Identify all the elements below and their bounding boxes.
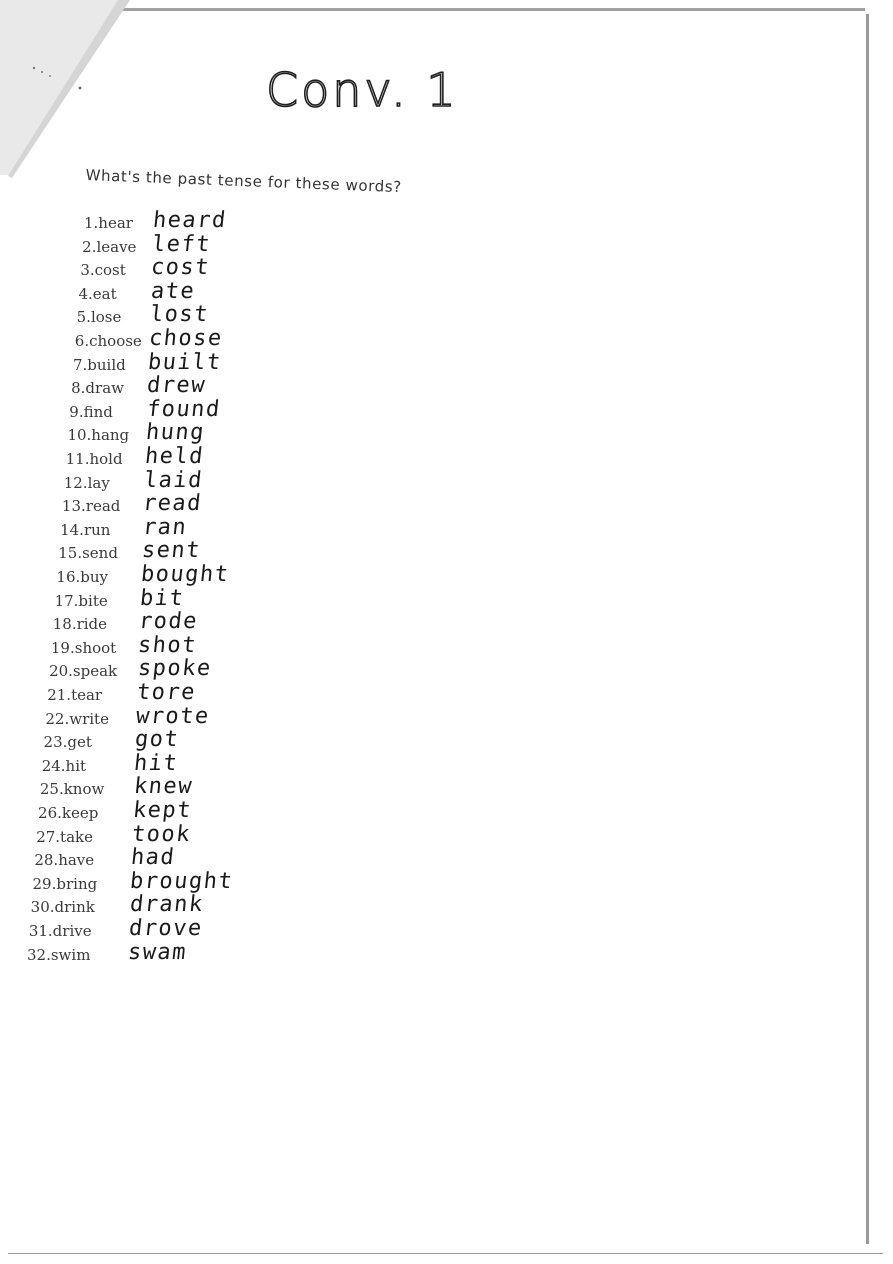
instruction-text: What's the past tense for these words? [85, 166, 403, 197]
list-item [0, 656, 400, 686]
page-title-text: Conv. 1 [266, 63, 459, 117]
handwritten-answer: built [146, 349, 224, 375]
list-item [0, 562, 400, 592]
handwritten-answer: chose [147, 326, 225, 351]
handwritten-answer: read [141, 491, 204, 517]
word-prompt: 15.send [58, 544, 118, 563]
word-prompt: 30.drink [30, 898, 95, 917]
handwritten-answer: knew [132, 774, 194, 800]
handwritten-answer: wrote [134, 703, 212, 729]
word-prompt: 32.swim [27, 945, 91, 964]
handwritten-answer: got [133, 727, 181, 753]
word-prompt: 12.lay [63, 473, 110, 492]
handwritten-answer: drove [127, 916, 204, 941]
handwritten-answer: lost [148, 302, 211, 328]
word-prompt: 22.write [45, 709, 109, 728]
word-prompt: 26.keep [38, 804, 99, 822]
handwritten-answer: drew [146, 373, 208, 399]
word-prompt: 6.choose [74, 332, 142, 350]
word-prompt: 10.hang [67, 426, 130, 445]
handwritten-answer: kept [131, 798, 194, 823]
handwritten-answer: laid [142, 467, 205, 493]
list-item [0, 750, 400, 781]
word-prompt: 19.shoot [50, 638, 117, 657]
handwritten-answer: hung [144, 420, 207, 446]
word-prompt: 25.know [39, 780, 105, 799]
word-prompt: 21.tear [47, 686, 103, 704]
word-prompt: 23.get [43, 733, 92, 752]
list-item [0, 798, 400, 828]
list-item [0, 491, 400, 521]
handwritten-answer: heard [151, 208, 229, 233]
handwritten-answer: drank [128, 892, 205, 918]
word-prompt: 28.have [34, 851, 95, 870]
handwritten-answer: tore [135, 680, 198, 705]
list-item [0, 255, 400, 285]
handwritten-answer: bought [139, 562, 231, 587]
word-prompt: 27.take [36, 827, 93, 846]
list-item [0, 939, 400, 970]
handwritten-answer: bit [138, 585, 186, 611]
word-prompt: 9.find [69, 402, 113, 421]
handwritten-answer: ate [149, 278, 197, 304]
list-item [0, 585, 400, 616]
handwritten-answer: cost [150, 255, 212, 281]
word-prompt: 17.bite [54, 591, 108, 610]
handwritten-answer: held [143, 444, 206, 469]
list-item [0, 774, 400, 804]
handwritten-answer: rode [137, 609, 200, 635]
word-prompt: 18.ride [52, 615, 108, 634]
handwritten-answer: sent [140, 538, 203, 564]
word-prompt: 1.hear [84, 214, 133, 232]
word-prompt: 4.eat [78, 284, 117, 303]
word-prompt: 20.speak [49, 662, 118, 681]
list-item [0, 703, 400, 734]
handwritten-answer: took [130, 821, 193, 847]
word-prompt: 2.leave [82, 237, 137, 256]
list-item [0, 821, 400, 852]
handwritten-answer: shot [137, 632, 199, 658]
word-prompt: 8.draw [71, 379, 124, 398]
list-item [0, 916, 400, 946]
word-prompt: 11.hold [65, 450, 123, 468]
word-prompt: 24.hit [41, 756, 87, 775]
list-item [0, 727, 400, 757]
word-prompt: 31.drive [28, 922, 92, 940]
handwritten-answer: spoke [136, 656, 213, 682]
word-prompt: 29.bring [32, 874, 98, 893]
handwritten-answer: swam [126, 939, 189, 965]
handwritten-answer: brought [129, 868, 235, 894]
word-prompt: 13.read [61, 497, 121, 516]
handwritten-answer: had [129, 845, 177, 871]
word-prompt: 14.run [60, 520, 111, 539]
handwritten-answer: hit [133, 750, 181, 776]
word-prompt: 16.buy [56, 568, 108, 586]
list-item [0, 609, 400, 639]
handwritten-answer: found [145, 396, 222, 422]
handwritten-answer: left [150, 231, 213, 257]
word-prompt: 7.build [72, 355, 126, 374]
word-prompt: 3.cost [80, 261, 126, 280]
word-prompt: 5.lose [76, 308, 122, 327]
handwritten-answer: ran [141, 514, 189, 540]
